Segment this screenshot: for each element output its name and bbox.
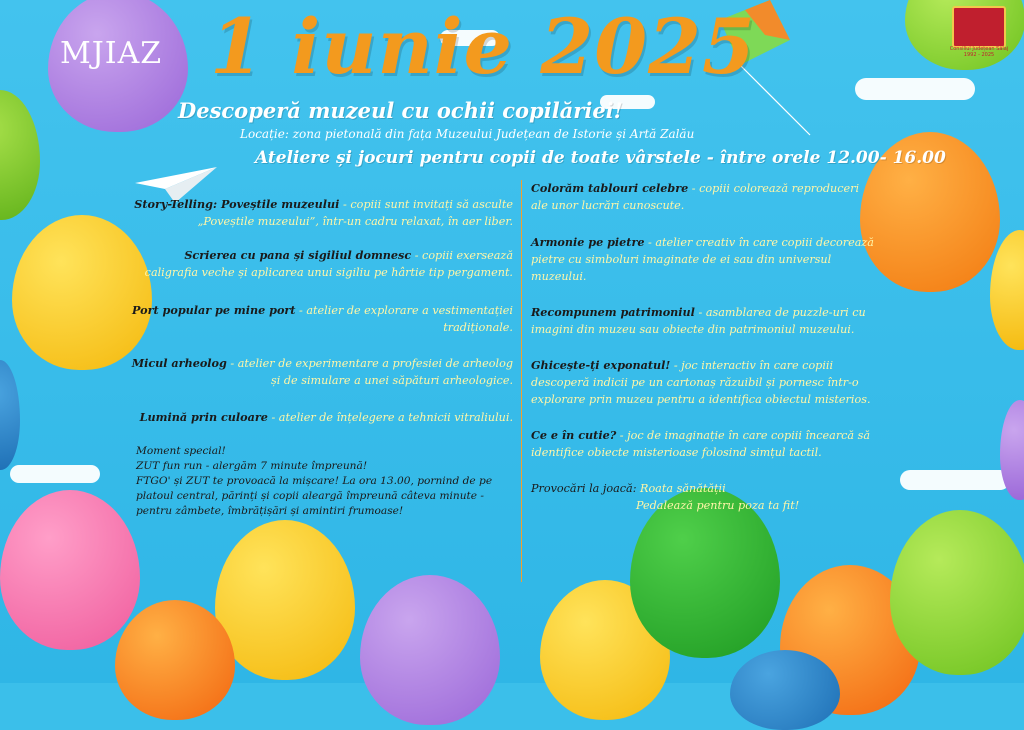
activity-description: - atelier de explorare a vestimentației tradiționale.	[295, 304, 513, 334]
challenge-bike: Pedalează pentru poza ta fit!	[636, 499, 800, 512]
activity-description: - joc de imaginație în care copiii încearcă să identifice obiecte misterioase folosind simțul tactil.	[531, 429, 871, 459]
activity-description: - joc interactiv în care copiii descoperă indicii pe un cartonaș răzuibil și pornesc într-o explorare prin muzeu pentru a identifica obiectul misterios.	[531, 359, 871, 406]
challenges	[531, 480, 876, 514]
activity-item	[531, 234, 876, 285]
left-activities	[128, 196, 513, 445]
cloud	[10, 465, 100, 483]
activity-title: Micul arheolog	[131, 356, 227, 370]
activity-title: Scrierea cu pana și sigiliul domnesc	[184, 248, 412, 262]
activity-title: Ce e în cutie?	[531, 428, 617, 442]
event-hours: Ateliere și jocuri pentru copii de toate vârstele - între orele 12.00- 16.00	[255, 148, 946, 168]
right-activities	[531, 180, 876, 514]
activity-description: - atelier creativ în care copiii decorează pietre cu simboluri imaginate de ei sau din universul muzeului.	[531, 236, 874, 283]
activity-item	[128, 409, 513, 426]
county-council-crest	[952, 6, 1006, 48]
activity-title: Armonie pe pietre	[531, 235, 645, 249]
special-run-title: ZUT fun run - alergăm 7 minute împreună!	[136, 460, 368, 472]
cloud	[855, 78, 975, 100]
special-moment	[136, 444, 516, 519]
challenge-wheel: Roata sănătății	[636, 482, 726, 495]
museum-logo: MJIAZ	[60, 36, 163, 71]
balloon-blue	[730, 650, 840, 730]
activity-title: Recompunem patrimoniul	[531, 305, 695, 319]
activity-title: Colorăm tablouri celebre	[531, 181, 689, 195]
activity-description: - copiii sunt invitați să asculte „Poveștile muzeului”, într-un cadru relaxat, în aer liber.	[197, 198, 513, 228]
activity-title: Story-Telling: Poveștile muzeului	[134, 197, 340, 211]
activity-title: Lumină prin culoare	[139, 410, 268, 424]
special-heading: Moment special!	[136, 445, 226, 457]
activity-description: - atelier de experimentare a profesiei de arheolog și de simulare a unei săpături arheologice.	[226, 357, 513, 387]
activity-description: - asamblarea de puzzle-uri cu imagini din muzeu sau obiecte din patrimoniul muzeului.	[531, 306, 866, 336]
activity-item	[531, 427, 876, 461]
activity-item	[531, 180, 876, 214]
activity-description: - copiii exersează caligrafia veche și aplicarea unui sigiliu pe hârtie tip pergament.	[144, 249, 513, 279]
activity-item	[531, 357, 876, 408]
event-location: Locație: zona pietonală din fața Muzeului Județean de Istorie și Artă Zalău	[240, 127, 695, 141]
column-divider	[521, 180, 522, 582]
challenges-label: Provocări la joacă:	[531, 482, 637, 495]
activity-description: - copiii colorează reproduceri ale unor lucrări cunoscute.	[531, 182, 860, 212]
activity-description: - atelier de înțelegere a tehnicii vitraliului.	[267, 411, 513, 424]
activity-title: Ghicește-ți exponatul!	[531, 358, 671, 372]
activity-item	[128, 302, 513, 336]
event-subtitle: Descoperă muzeul cu ochii copilăriei!	[178, 98, 623, 123]
cloud	[900, 470, 1010, 490]
event-title: 1 iunie 2025	[210, 2, 756, 91]
activity-item	[531, 304, 876, 338]
activity-title: Port popular pe mine port	[132, 303, 296, 317]
activity-item	[128, 355, 513, 389]
activity-item	[128, 196, 513, 230]
balloon-orange	[115, 600, 235, 720]
activity-item	[128, 247, 513, 281]
special-description: FTGO' și ZUT te provoacă la mișcare! La ora 13.00, pornind de pe platoul central, părinți și copii aleargă împreună câteva minute - pentru zâmbete, îmbrățișări și amintiri frumoase!	[136, 475, 493, 517]
crest-caption: Consiliul Județean Sălaj 1992 - 2025	[949, 46, 1009, 58]
